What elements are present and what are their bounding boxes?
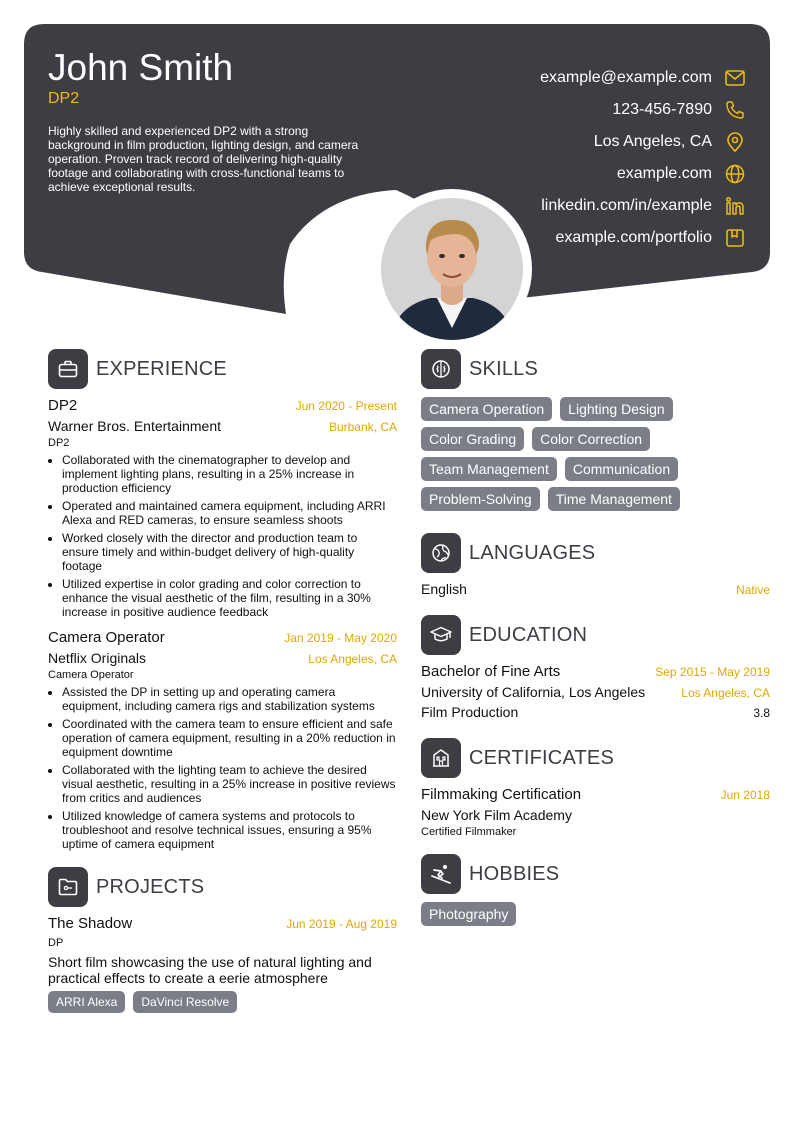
- graduation-cap-icon: [421, 615, 461, 655]
- projects-header: [48, 867, 397, 907]
- bullet-item: • Worked closely with the director and production team to ensure timely and within-budget delivery of high-quality footage: [62, 531, 397, 573]
- certificate-issuer: New York Film Academy: [421, 807, 572, 823]
- building-icon: [421, 738, 461, 778]
- education-date: Sep 2015 - May 2019: [655, 665, 770, 679]
- skill-tag: Color Grading: [421, 427, 524, 451]
- contact-email[interactable]: [540, 62, 746, 94]
- skill-tag: Problem-Solving: [421, 487, 540, 511]
- job-role: Camera Operator: [48, 629, 165, 646]
- bullet-item: • Operated and maintained camera equipment, including ARRI Alexa and RED cameras, to ensure seamless shoots: [62, 499, 397, 527]
- website-text[interactable]: example.com: [616, 165, 712, 182]
- certificate-date: Jun 2018: [720, 788, 770, 802]
- location-icon: [724, 131, 746, 153]
- experience-header: [48, 349, 397, 389]
- portfolio-icon: [724, 227, 746, 249]
- skill-tag: Color Correction: [532, 427, 650, 451]
- bullet-item: • Utilized expertise in color grading and color correction to enhance the visual aesthetic of the film, resulting in a 30% increase in positive audience feedback: [62, 577, 397, 619]
- linkedin-icon: [724, 195, 746, 217]
- project-tag: DaVinci Resolve: [133, 991, 237, 1013]
- avatar: [381, 198, 523, 340]
- certificate-name: Filmmaking Certification: [421, 786, 582, 803]
- skill-tag: Time Management: [548, 487, 680, 511]
- bullet-item: • Utilized knowledge of camera systems and protocols to troubleshoot and resolve technical issues, ensuring a 95% uptime of camera equipment: [62, 809, 397, 851]
- job-date: Jan 2019 - May 2020: [284, 631, 397, 645]
- skill-tag: Lighting Design: [560, 397, 673, 421]
- job-company: Warner Bros. Entertainment: [48, 418, 221, 434]
- certificate-entry: [421, 786, 770, 838]
- candidate-name: John Smith: [48, 47, 234, 88]
- job-entry: [48, 629, 397, 851]
- project-tags: [48, 991, 397, 1013]
- contact-list: [540, 62, 746, 254]
- skill-tag: Camera Operation: [421, 397, 552, 421]
- skiing-icon: [421, 854, 461, 894]
- project-tag: ARRI Alexa: [48, 991, 125, 1013]
- linkedin-text[interactable]: linkedin.com/in/example: [541, 197, 712, 214]
- portfolio-text[interactable]: example.com/portfolio: [555, 229, 712, 246]
- folder-icon: [48, 867, 88, 907]
- briefcase-icon: [48, 349, 88, 389]
- phone-text[interactable]: 123-456-7890: [612, 101, 712, 118]
- skills-list: [421, 397, 770, 511]
- education-school: University of California, Los Angeles: [421, 684, 646, 700]
- right-column: [421, 349, 770, 926]
- project-role: DP: [48, 937, 64, 949]
- hobbies-title: HOBBIES: [469, 862, 560, 885]
- email-text[interactable]: example@example.com: [540, 69, 712, 86]
- education-field: Film Production: [421, 704, 519, 720]
- education-entry: [421, 663, 770, 720]
- language-icon: [421, 533, 461, 573]
- mail-icon: [724, 67, 746, 89]
- skill-tag: Communication: [565, 457, 678, 481]
- education-title: EDUCATION: [469, 623, 588, 646]
- job-company: Netflix Originals: [48, 650, 147, 666]
- project-date: Jun 2019 - Aug 2019: [286, 917, 397, 931]
- skills-header: [421, 349, 770, 389]
- education-gpa: 3.8: [753, 706, 770, 720]
- languages-header: [421, 533, 770, 573]
- contact-location: [540, 126, 746, 158]
- summary: Highly skilled and experienced DP2 with a strong background in film production, lighting design, and camera operation. Proven track record of delivering high-quality footage and collaborating with cross-functional teams to achieve exceptional results.: [48, 124, 359, 194]
- project-description: Short film showcasing the use of natural lighting and practical effects to create a eerie atmosphere: [48, 954, 372, 986]
- language-name: English: [421, 581, 467, 597]
- bullet-item: • Coordinated with the camera team to ensure efficient and safe operation of camera equipment, resulting in a 20% reduction in equipment downtime: [62, 717, 397, 759]
- contact-linkedin[interactable]: [540, 190, 746, 222]
- contact-phone[interactable]: [540, 94, 746, 126]
- skills-title: SKILLS: [469, 357, 539, 380]
- certificates-title: CERTIFICATES: [469, 746, 615, 769]
- education-degree: Bachelor of Fine Arts: [421, 663, 561, 680]
- job-role: DP2: [48, 397, 78, 414]
- bullet-item: • Assisted the DP in setting up and operating camera equipment, including camera rigs and stabilization systems: [62, 685, 397, 713]
- candidate-title: DP2: [48, 90, 80, 107]
- globe-icon: [724, 163, 746, 185]
- bullet-item: • Collaborated with the lighting team to achieve the desired visual aesthetic, resulting in a 25% increase in positive reviews from critics and audiences: [62, 763, 397, 805]
- job-entry: [48, 397, 397, 619]
- projects-title: PROJECTS: [96, 875, 205, 898]
- experience-title: EXPERIENCE: [96, 357, 227, 380]
- education-header: [421, 615, 770, 655]
- language-entry: [421, 581, 770, 597]
- job-bullets: [48, 685, 397, 851]
- certificate-detail: Certified Filmmaker: [421, 826, 517, 838]
- location-text: Los Angeles, CA: [593, 133, 712, 150]
- project-entry: [48, 915, 397, 1013]
- skill-tag: Team Management: [421, 457, 557, 481]
- hobbies-header: [421, 854, 770, 894]
- hobby-tag: Photography: [421, 902, 516, 926]
- contact-website[interactable]: [540, 158, 746, 190]
- left-column: [48, 349, 397, 1013]
- job-location: Los Angeles, CA: [308, 652, 397, 666]
- phone-icon: [724, 99, 746, 121]
- brain-icon: [421, 349, 461, 389]
- language-level: Native: [735, 583, 770, 597]
- job-bullets: [48, 453, 397, 619]
- languages-title: LANGUAGES: [469, 541, 596, 564]
- job-date: Jun 2020 - Present: [295, 399, 397, 413]
- education-location: Los Angeles, CA: [681, 686, 770, 700]
- hobbies-list: [421, 902, 770, 926]
- bullet-item: • Collaborated with the cinematographer to develop and implement lighting plans, resulting in a 25% increase in production efficiency: [62, 453, 397, 495]
- job-position: DP2: [48, 437, 70, 449]
- certificates-header: [421, 738, 770, 778]
- job-position: Camera Operator: [48, 669, 134, 681]
- contact-portfolio[interactable]: [540, 222, 746, 254]
- job-location: Burbank, CA: [328, 420, 397, 434]
- project-name: The Shadow: [48, 915, 133, 932]
